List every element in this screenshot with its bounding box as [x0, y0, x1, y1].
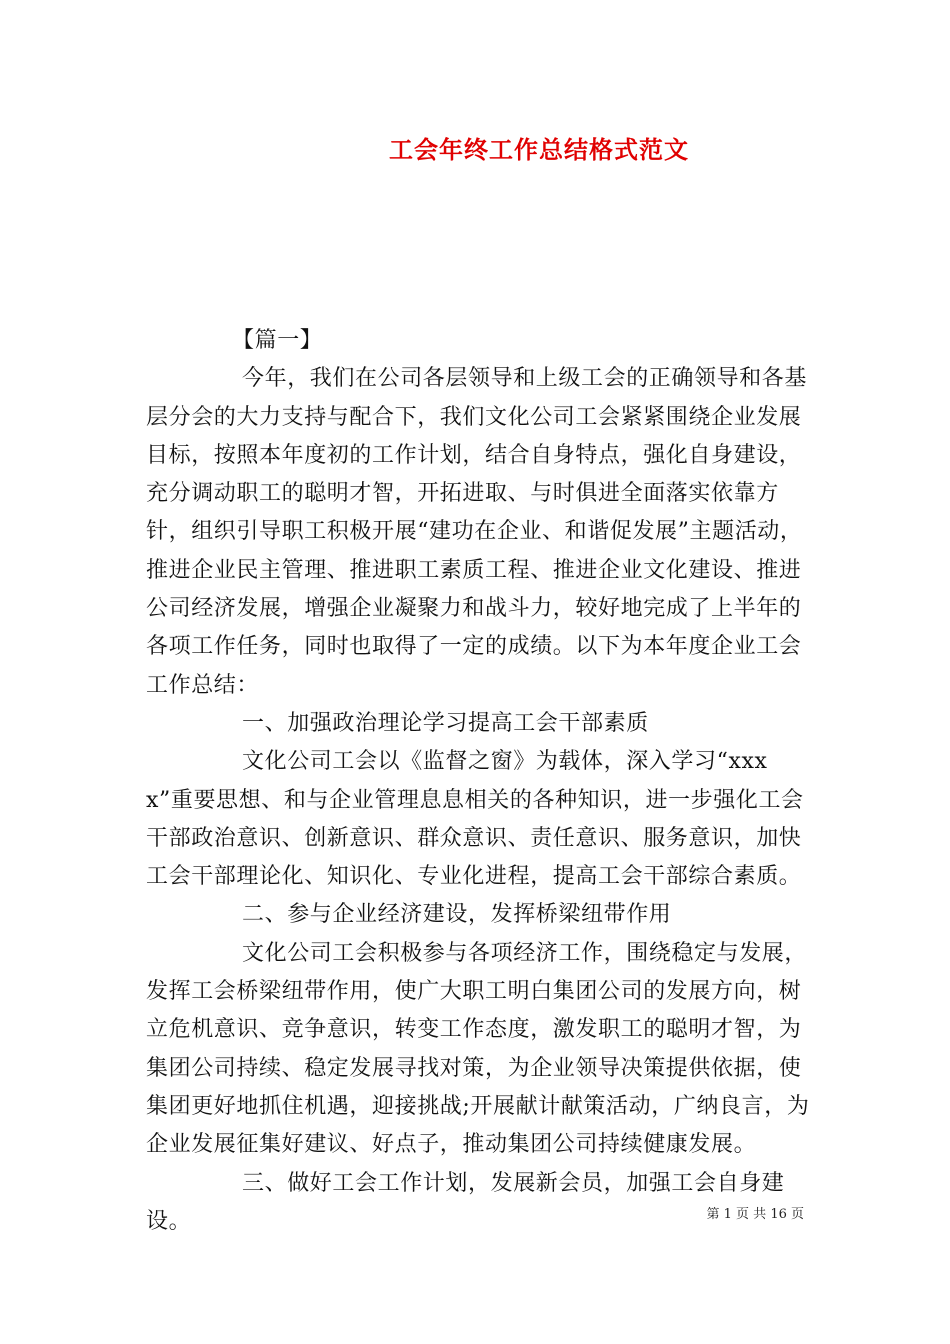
paragraph-section-1: 文化公司工会以《监督之窗》为载体，深入学习“xxxx”重要思想、和与企业管理息息相关的各种知识，进一步强化工会干部政治意识、创新意识、群众意识、责任意识、服务意识，加快工会干部理论化、知识化、专业化进程，提高工会干部综合素质。: [146, 749, 804, 890]
paragraph-section-2: 文化公司工会积极参与各项经济工作，围绕稳定与发展，发挥工会桥梁纽带作用，使广大职工明白集团公司的发展方向，树立危机意识、竞争意识，转变工作态度，激发职工的聪明才智，为集团公司持续、稳定发展寻找对策，为企业领导决策提供依据，使集团更好地抓住机遇，迎接挑战;开展献计献策活动，广纳良言，为企业发展征集好建议、好点子，推动集团公司持续健康发展。: [146, 940, 810, 1158]
paragraph-intro: 今年，我们在公司各层领导和上级工会的正确领导和各基层分会的大力支持与配合下，我们文化公司工会紧紧围绕企业发展目标，按照本年度初的工作计划，结合自身特点，强化自身建设，充分调动职工的聪明才智，开拓进取、与时俱进全面落实依靠方针，组织引导职工积极开展“建功在企业、和谐促发展”主题活动，推进企业民主管理、推进职工素质工程、推进企业文化建设、推进公司经济发展，增强企业凝聚力和战斗力，较好地完成了上半年的各项工作任务，同时也取得了一定的成绩。以下为本年度企业工会工作总结：: [146, 366, 808, 698]
heading-section-3: 三、做好工会工作计划，发展新会员，加强工会自身建设。: [146, 1170, 785, 1234]
page-number-footer: 第 1 页 共 16 页: [706, 1207, 804, 1222]
document-title: 工会年终工作总结格式范文: [389, 135, 689, 164]
document-body: [146, 322, 810, 1241]
section-label: 【篇一】: [232, 328, 323, 353]
heading-section-1: 一、加强政治理论学习提高工会干部素质: [242, 710, 649, 736]
heading-section-2: 二、参与企业经济建设，发挥桥梁纽带作用: [242, 902, 672, 928]
